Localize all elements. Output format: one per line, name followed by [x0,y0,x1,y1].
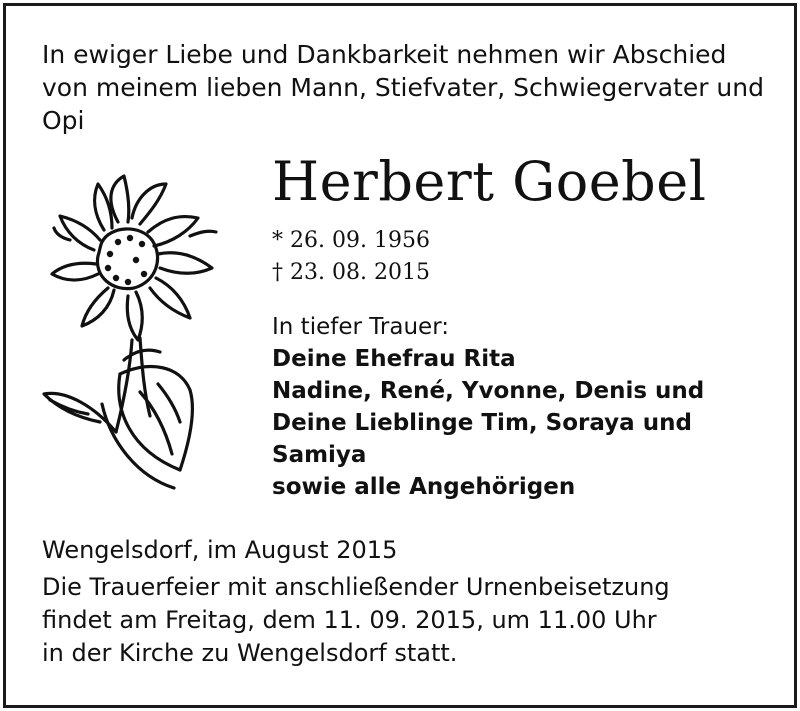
seed-dot [133,257,139,263]
intro-line: Opi [42,106,85,135]
petal [111,176,129,222]
mourner-line: sowie alle Angehörigen [272,474,576,500]
leaf [158,384,180,422]
petal [190,231,216,236]
ceremony-line: Die Trauerfeier mit anschließender Urnenbeisetzung [42,573,670,601]
mourner-line: Nadine, René, Yvonne, Denis und [272,378,705,404]
ceremony-info [42,571,772,670]
petal [82,288,114,326]
sunflower-drawing [40,170,220,495]
seed-dot [113,275,119,281]
mourner-line: Deine Lieblinge Tim, Soraya und [272,410,692,436]
ceremony-line: in der Kirche zu Wengelsdorf statt. [42,639,458,667]
leaf [102,404,174,488]
mourner-line: Deine Ehefrau Rita [272,346,516,372]
seed-dot [125,279,131,285]
seed-dot [141,271,147,277]
life-dates [272,225,430,289]
intro-line: In ewiger Liebe und Dankbarkeit nehmen wir Abschied [42,40,727,69]
petal [60,216,100,250]
intro-line: von meinem lieben Mann, Stiefvater, Schwiegervater und [42,73,764,102]
leaf [140,392,172,454]
ceremony-line: findet am Freitag, dem 11. 09. 2015, um 11.00 Uhr [42,606,657,634]
seed-dot [107,251,113,257]
petal [52,263,98,280]
seed-dot [115,239,121,245]
leaf [120,367,192,470]
mourning-heading: In tiefer Trauer: [272,314,449,340]
mourner-line: Samiya [272,442,367,468]
petal [95,184,112,230]
seed-dot [139,241,145,247]
petal [127,292,142,340]
birth-date: * 26. 09. 1956 [272,228,430,253]
seed-dot [127,235,133,241]
place-and-date: Wengelsdorf, im August 2015 [42,536,398,564]
petal [158,253,212,274]
petal [150,278,190,318]
seed-dot [105,265,111,271]
deceased-name: Herbert Goebel [272,150,707,213]
intro-text [42,38,772,137]
death-date: † 23. 08. 2015 [272,260,430,285]
mourners-block [272,311,772,503]
petal [148,217,198,246]
petal [132,184,166,224]
